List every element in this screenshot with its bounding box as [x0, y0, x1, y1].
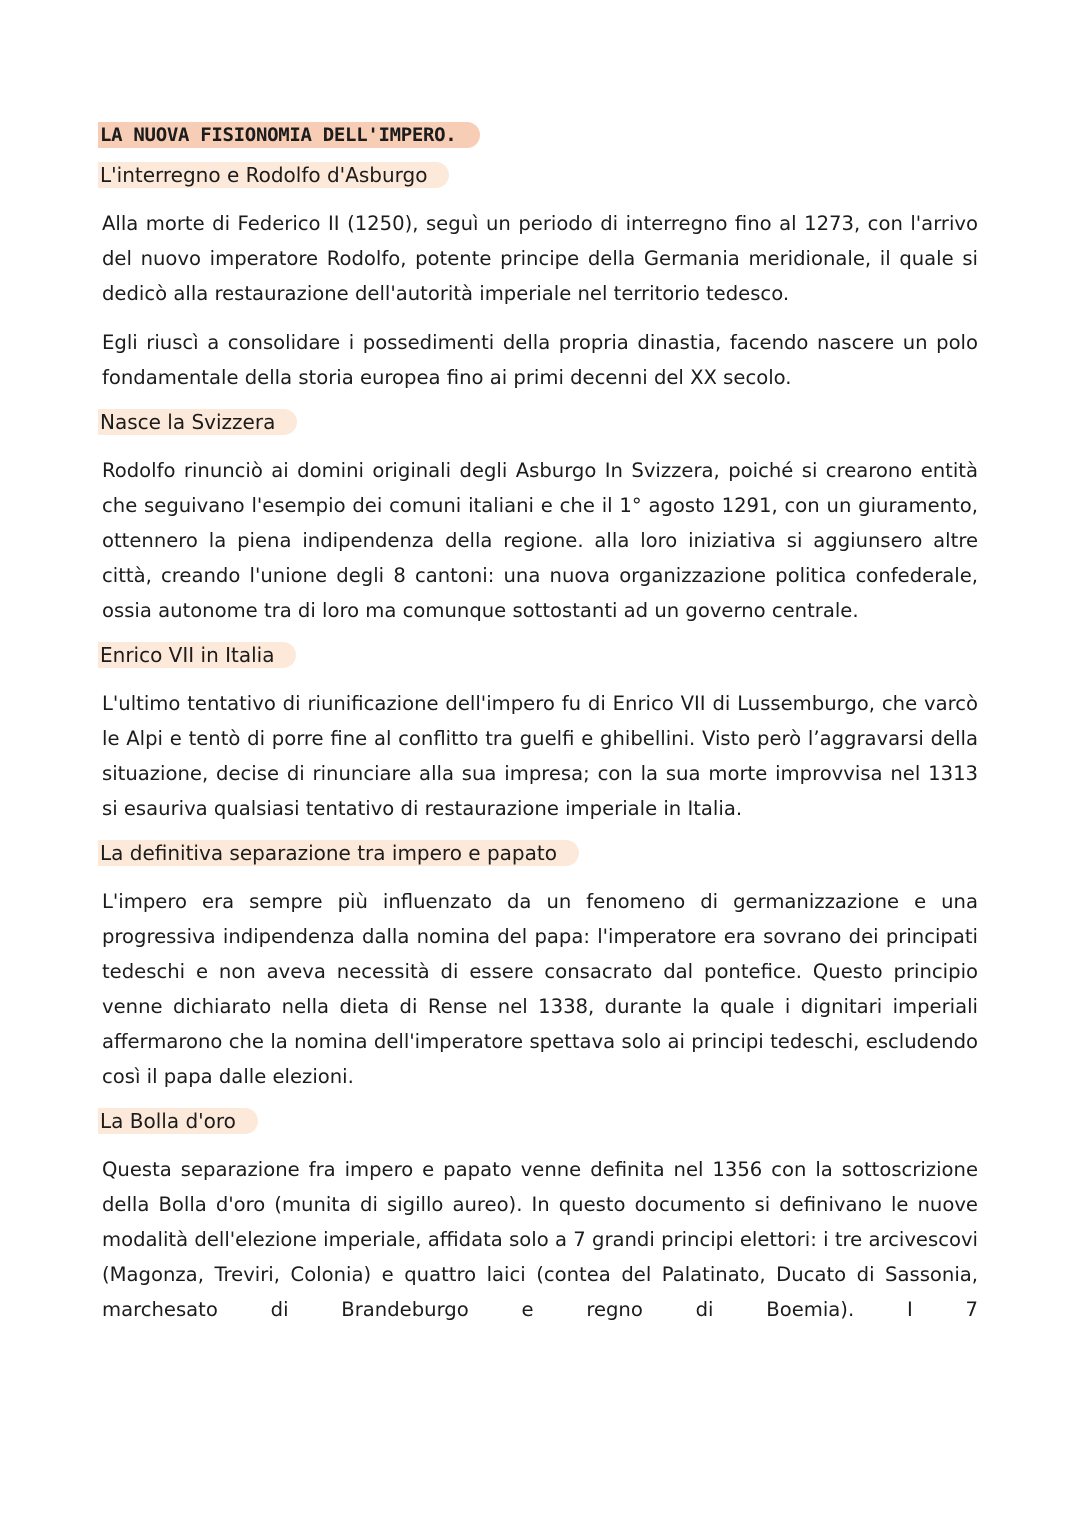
paragraph: Questa separazione fra impero e papato venne definita nel 1356 con la sottoscrizione della Bolla d'oro (munita di sigillo aureo). In questo documento si definivano le nuove modalità dell'elezione imperiale, affidata solo a 7 grandi principi elettori: i tre arcivescovi (Magonza, Treviri, Colonia) e quattro laici (contea del Palatinato, Ducato di Sassonia, marchesato di Brandeburgo e regno di Boemia). I 7: [102, 1158, 978, 1321]
section-heading: Nasce la Svizzera: [98, 409, 297, 435]
section-heading: La Bolla d'oro: [98, 1108, 258, 1134]
section-interregno: [102, 162, 978, 395]
section-separazione: [102, 840, 978, 1094]
section-heading: Enrico VII in Italia: [98, 642, 296, 668]
paragraph: L'impero era sempre più influenzato da un fenomeno di germanizzazione e una progressiva indipendenza dalla nomina del papa: l'imperatore era sovrano dei principati tedeschi e non aveva necessità di essere consacrato dal pontefice. Questo principio venne dichiarato nella dieta di Rense nel 1338, durante la quale i dignitari imperiali affermarono che la nomina dell'imperatore spettava solo ai principi tedeschi, escludendo così il papa dalle elezioni.: [102, 890, 978, 1088]
section-bolla-oro: [102, 1108, 978, 1327]
section-heading: La definitiva separazione tra impero e papato: [98, 840, 579, 866]
document-title: LA NUOVA FISIONOMIA DELL'IMPERO.: [98, 122, 480, 148]
paragraph: L'ultimo tentativo di riunificazione dell'impero fu di Enrico VII di Lussemburgo, che varcò le Alpi e tentò di porre fine al conflitto tra guelfi e ghibellini. Visto però l’aggravarsi della situazione, decise di rinunciare alla sua impresa; con la sua morte improvvisa nel 1313 si esauriva qualsiasi tentativo di restaurazione imperiale in Italia.: [102, 692, 978, 820]
paragraph: Alla morte di Federico II (1250), seguì un periodo di interregno fino al 1273, con l'arrivo del nuovo imperatore Rodolfo, potente principe della Germania meridionale, il quale si dedicò alla restaurazione dell'autorità imperiale nel territorio tedesco.: [102, 212, 978, 305]
paragraph: Rodolfo rinunciò ai domini originali degli Asburgo In Svizzera, poiché si crearono entità che seguivano l'esempio dei comuni italiani e che il 1° agosto 1291, con un giuramento, ottennero la piena indipendenza della regione. alla loro iniziativa si aggiunsero altre città, creando l'unione degli 8 cantoni: una nuova organizzazione politica confederale, ossia autonome tra di loro ma comunque sottostanti ad un governo centrale.: [102, 459, 978, 622]
section-svizzera: [102, 409, 978, 628]
section-heading: L'interregno e Rodolfo d'Asburgo: [98, 162, 449, 188]
paragraph: Egli riuscì a consolidare i possedimenti della propria dinastia, facendo nascere un polo fondamentale della storia europea fino ai primi decenni del XX secolo.: [102, 331, 978, 389]
document-page: [102, 122, 978, 1327]
section-enrico-vii: [102, 642, 978, 826]
